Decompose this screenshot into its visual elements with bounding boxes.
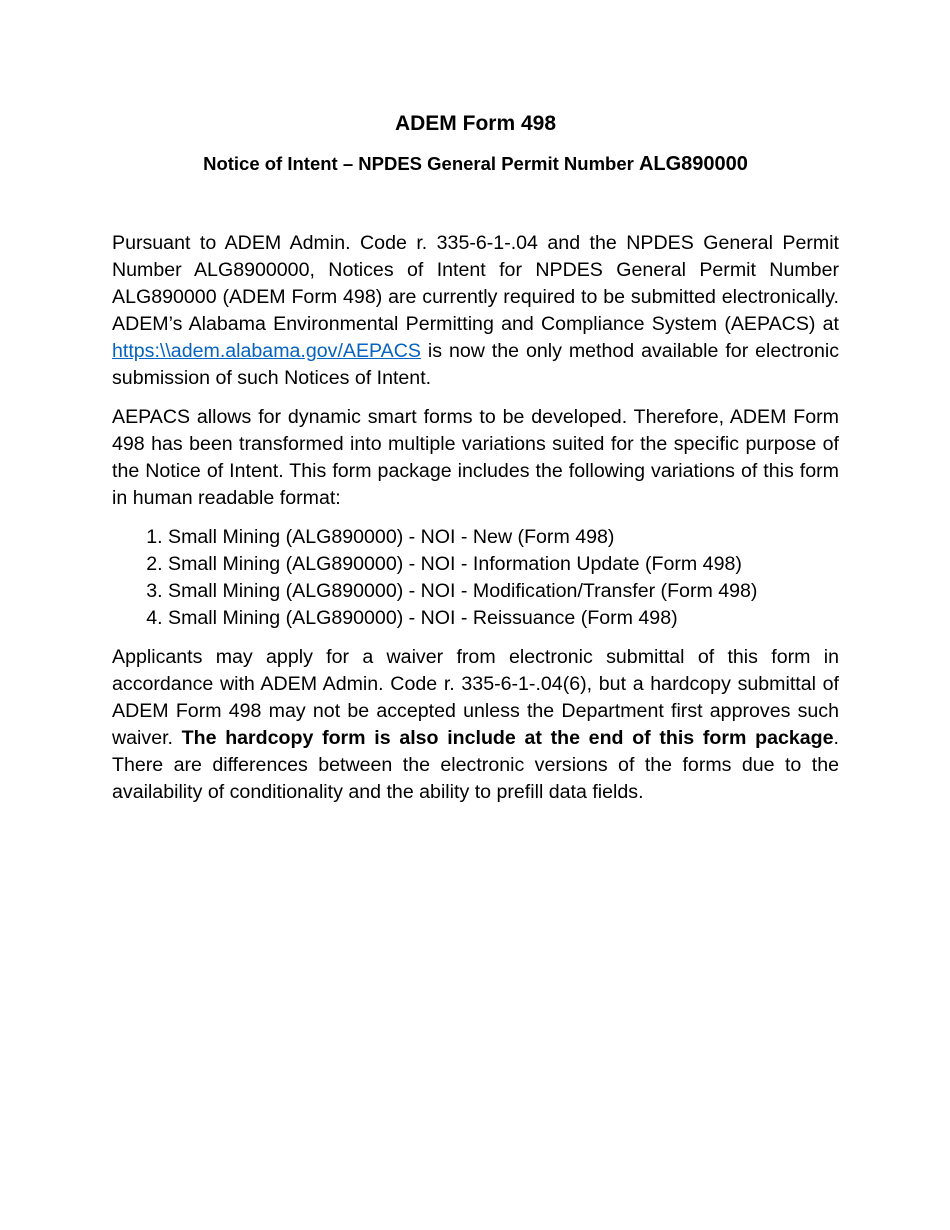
list-item: 3. Small Mining (ALG890000) - NOI - Modification/Transfer (Form 498) xyxy=(168,578,839,605)
document-title: ADEM Form 498 xyxy=(394,112,557,135)
intro-text-after-link: is now the only method available for electronic submission of such Notices of Intent. xyxy=(112,340,839,389)
list-item: 4. Small Mining (ALG890000) - NOI - Reissuance (Form 498) xyxy=(168,605,839,632)
document-page xyxy=(112,110,839,818)
variations-list xyxy=(112,524,839,632)
document-subtitle xyxy=(112,152,839,176)
list-item: 1. Small Mining (ALG890000) - NOI - New (Form 498) xyxy=(168,524,839,551)
aepacs-link[interactable]: https:\\adem.alabama.gov/AEPACS xyxy=(112,340,421,362)
hardcopy-note: The hardcopy form is also include at the end of this form package xyxy=(181,727,834,749)
subtitle-prefix: Notice of Intent – NPDES General Permit Number xyxy=(203,153,639,174)
waiver-text-after-bold: . There are differences between the electronic versions of the forms due to the availability of conditionality and the ability to prefill data fields. xyxy=(112,727,839,803)
subtitle-permit-number: ALG890000 xyxy=(638,153,748,175)
intro-paragraph xyxy=(112,230,839,392)
intro-text-before-link: Pursuant to ADEM Admin. Code r. 335-6-1-.04 and the NPDES General Permit Number ALG8900000, Notices of Intent for NPDES General Permit Number ALG890000 (ADEM Form 498) are currently required to be submitted electronically. ADEM’s Alabama Environmental Permitting and Compliance System (AEPACS) at xyxy=(112,232,839,335)
waiver-text-before-bold: Applicants may apply for a waiver from electronic submittal of this form in accordance with ADEM Admin. Code r. 335-6-1-.04(6), but a hardcopy submittal of ADEM Form 498 may not be accepted unless the Department first approves such waiver. xyxy=(112,646,839,749)
list-item: 2. Small Mining (ALG890000) - NOI - Information Update (Form 498) xyxy=(168,551,839,578)
aepacs-paragraph: AEPACS allows for dynamic smart forms to be developed. Therefore, ADEM Form 498 has been transformed into multiple variations suited for the specific purpose of the Notice of Intent. This form package includes the following variations of this form in human readable format: xyxy=(112,406,839,509)
waiver-paragraph xyxy=(112,644,839,806)
